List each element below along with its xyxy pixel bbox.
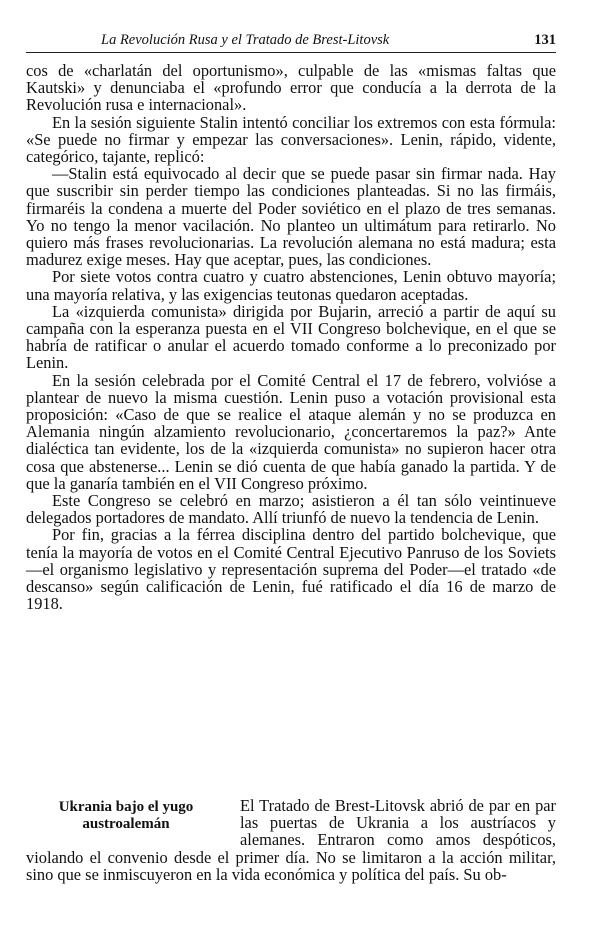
paragraph: La «izquierda comunista» dirigida por Bujarin, arreció a partir de aquí su campaña con la esperanza puesta en el VII Congreso bolchevique, en el que se habría de ratificar o anular el acuerdo tomado conforme a lo preconizado por Lenin. <box>26 301 556 373</box>
paragraph: En la sesión celebrada por el Comité Central el 17 de febrero, volvióse a plantear de nuevo la misma cuestión. Lenin puso a votación provisional esta proposición: «Caso de que se realice el ataque alemán y no se produzca en Alemania ningún alzamiento revolucionario, ¿concertaremos la paz?» Ante dialéctica tan evidente, los de la «izquierda comunista» no supieron hacer otra cosa que abstenerse... Lenin se dió cuenta de que había ganado la partida. Y de que la ganaría también en el VII Congreso próximo. <box>26 370 556 493</box>
section-heading: Ukrania bajo el yugo austroalemán <box>58 799 194 833</box>
paragraph: Por fin, gracias a la férrea disciplina dentro del partido bolchevique, que tenía la mayoría de votos en el Comité Central Ejecutivo Panruso de los Soviets—el organismo legislativo y representación suprema del Poder—el tratado «de descanso» según calificación de Lenin, fué ratificado el día 16 de marzo de 1918. <box>26 525 556 614</box>
running-title: La Revolución Rusa y el Tratado de Brest-Litovsk <box>101 32 390 48</box>
section-paragraph: El Tratado de Brest-Litovsk abrió de par en par las puertas de Ukrania a los austríacos y alemanes. Entraron como amos despóticos, violando el convenio desde el primer día. No se limitaron a la acción militar, sino que se inmiscuyeron en la vida económica y política del país. Su ob- <box>26 796 556 884</box>
paragraph-quote: —Stalin está equivocado al decir que se puede pasar sin firmar nada. Hay que suscribir sin perder tiempo las condiciones planteadas. Si no las firmáis, firmaréis la condena a muerte del Poder soviético en el plazo de tres semanas. Yo no tengo la menor vacilación. No planteo un ultimátum para retirarlo. No quiero más frases revolucionarias. La revolución alemana no está madura; esta madurez exige meses. Hay que aceptar, pues, las condiciones. <box>26 164 556 270</box>
page-number: 131 <box>534 32 556 48</box>
paragraph: Este Congreso se celebró en marzo; asistieron a él tan sólo veintinueve delegados portadores de mandato. Allí triunfó de nuevo la tendencia de Lenin. <box>26 491 556 528</box>
section-block <box>26 797 556 883</box>
running-header <box>26 30 556 53</box>
main-text <box>26 62 556 613</box>
paragraph: Por siete votos contra cuatro y cuatro abstenciones, Lenin obtuvo mayoría; una mayoría relativa, y las exigencias teutonas quedaron aceptadas. <box>26 267 556 304</box>
paragraph: En la sesión siguiente Stalin intentó conciliar los extremos con esta fórmula: «Se puede no firmar y empezar las conversaciones». Lenin, rápido, vidente, categórico, tajante, replicó: <box>26 112 556 167</box>
paragraph-continued: cos de «charlatán del oportunismo», culpable de las «mismas faltas que Kautski» y denunciaba el «profundo error que conducía a la derrota de la Revolución rusa e internacional». <box>26 61 556 115</box>
